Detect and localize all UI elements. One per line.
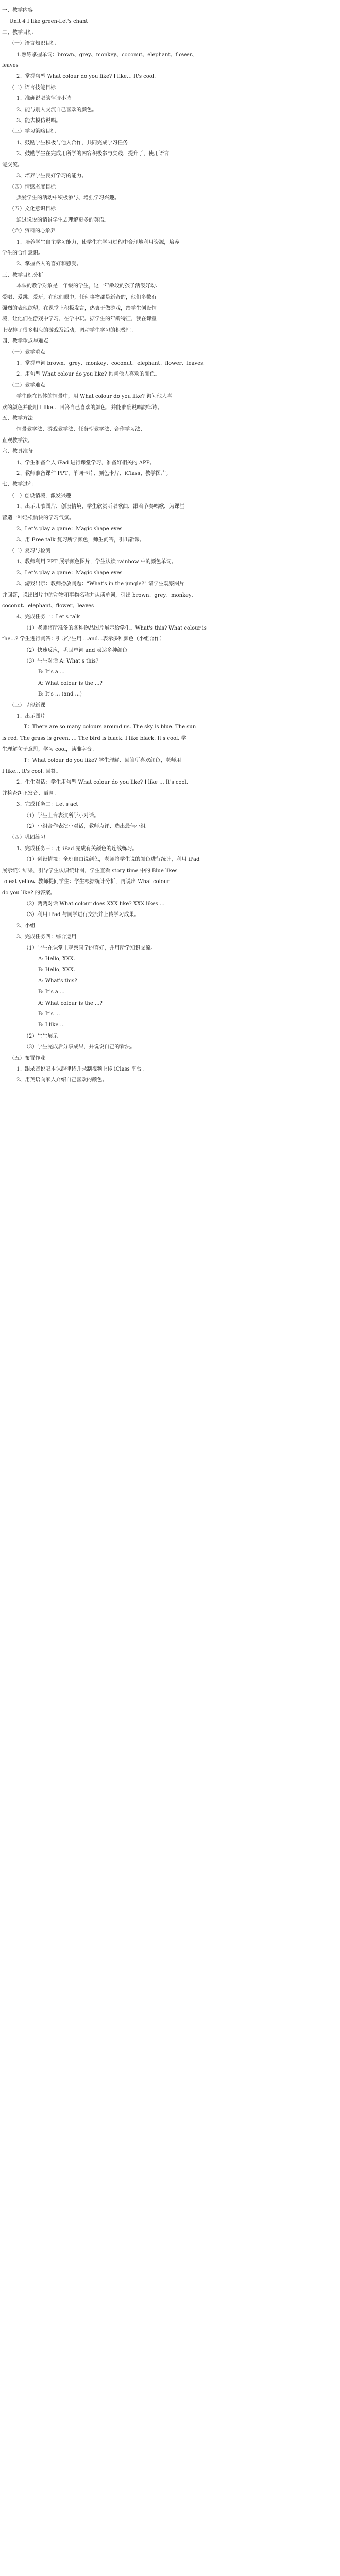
document-line: （一）创设情境，激发兴趣 bbox=[9, 493, 71, 499]
document-line: 学生能在具体的情景中，用 What colour do you like? 询问他人喜 bbox=[16, 394, 173, 400]
document-line: 四、教学重点与难点 bbox=[2, 338, 48, 345]
document-line: （1）学生上台表演所学小对话。 bbox=[24, 812, 99, 819]
document-line: （3）利用 iPad 与同学进行交流并上传学习成果。 bbox=[24, 912, 140, 918]
document-line: （二）复习与检测 bbox=[9, 548, 50, 554]
document-line: （二）教学难点 bbox=[9, 382, 45, 388]
document-line: B: Hello, XXX. bbox=[38, 967, 75, 973]
document-line: B: It's a ... bbox=[38, 669, 65, 675]
document-line: （五）布置作业 bbox=[9, 1055, 45, 1061]
document-line: 六、教具准备 bbox=[2, 449, 33, 455]
document-line: （三）呈现新课 bbox=[9, 702, 45, 708]
document-line: 情景教学法、游戏教学法、任务型教学法、合作学习法、 bbox=[16, 427, 145, 433]
document-line: 3、完成任务四：综合运用 bbox=[16, 934, 77, 940]
document-line: （一）教学重点 bbox=[9, 349, 45, 355]
document-line: （一）语言知识目标 bbox=[9, 41, 56, 47]
document-line: （四）巩固练习 bbox=[9, 835, 45, 841]
document-line: 3、能去模仿说唱。 bbox=[16, 118, 61, 124]
document-line: 1、培养学生自主学习能力，使学生在学习过程中合理地利用资源，培养 bbox=[16, 239, 180, 245]
document-line: （2）生生展示 bbox=[24, 1033, 58, 1039]
document-line: 爱唱、爱跳、爱玩，在他们眼中，任何事物都是新奇的，他们多数有 bbox=[2, 294, 157, 300]
document-line: 4、完成任务一：Let's talk bbox=[16, 614, 80, 620]
document-line: （三）学习策略目标 bbox=[9, 129, 56, 135]
document-line: 1、鼓励学生积极与他人合作，共同完成学习任务 bbox=[16, 140, 128, 146]
document-line: 2、小组 bbox=[16, 923, 36, 929]
document-line: （六）资料的心象养 bbox=[9, 228, 56, 234]
document-line: 能交流。 bbox=[2, 162, 23, 168]
document-line: 1、完成任务三：用 iPad 完成有关颜色的连线练习。 bbox=[16, 845, 138, 852]
document-line: 3、用 Free talk 复习所学颜色，师生问答，引出新课。 bbox=[16, 537, 145, 543]
document-line: 本课的教学对象是一年级的学生，这一年龄段的孩子活泼好动、 bbox=[16, 283, 161, 290]
document-line: 并回答，说出图片中的动物和事物名称并认读单词，引出 brown、grey、monkey、 bbox=[2, 592, 197, 598]
document-line: 生理解句子意思，学习 cool，读准字音。 bbox=[2, 747, 97, 753]
document-line: B: I like ... bbox=[38, 1022, 65, 1028]
document-line: B: It's a ... bbox=[38, 989, 65, 995]
document-line: （五）文化意识目标 bbox=[9, 206, 56, 212]
document-line: A: What colour is the ...? bbox=[38, 1000, 103, 1006]
document-line: A: Hello, XXX. bbox=[38, 956, 75, 962]
document-line: 2、用英语向家人介绍自己喜欢的颜色。 bbox=[16, 1077, 108, 1083]
document-line: 直观教学法。 bbox=[2, 437, 33, 444]
document-line: B: It's ... (and ...) bbox=[38, 691, 82, 698]
document-line: 2、Let's play a game：Magic shape eyes bbox=[16, 526, 123, 532]
document-line: （2）两两对话 What colour does XXX like? XXX likes ... bbox=[24, 901, 165, 907]
document-line: 2、生生对话：学生用句型 What colour do you like? I like ... It's cool. bbox=[16, 779, 188, 786]
document-line: T：What colour do you like? 学生理解、回答所喜欢颜色，老师用 bbox=[24, 757, 181, 764]
document-line: 七、教学过程 bbox=[2, 482, 33, 488]
document-line: T：There are so many colours around us. The sky is blue. The sun bbox=[24, 724, 196, 731]
document-line: 境，让他们在游戏中学习，在学中玩。据学生的年龄特征，我在课堂 bbox=[2, 316, 157, 323]
document-line: 学生的合作意识。 bbox=[2, 250, 43, 256]
document-line: 1.熟练掌握单词：brown、grey、monkey、coconut、elephant、flower、 bbox=[16, 52, 197, 58]
document-line: I like... It's cool. 回答。 bbox=[2, 769, 61, 775]
document-line: 2、鼓励学生在完成用所学的内容积极参与实践，提升了，使用语言 bbox=[16, 151, 169, 157]
document-line: 1、学生准备个人 iPad 进行课堂学习，准备好相关的 APP。 bbox=[16, 460, 155, 466]
document-line: 二、教学目标 bbox=[2, 29, 33, 36]
document-line: 3、完成任务二：Let's act bbox=[16, 802, 78, 808]
document-line: B: It's ... bbox=[38, 1011, 60, 1017]
document-line: the...? 学生进行问答：引导学生用 ...and...表示多种颜色（小组合作） bbox=[2, 636, 165, 642]
document-line: 营造一种轻松愉快的学习气氛。 bbox=[2, 515, 74, 521]
document-line: 三、教学目标分析 bbox=[2, 272, 43, 278]
document-line: 并检查纠正发音、语调。 bbox=[2, 790, 59, 796]
document-line: 1、教师利用 PPT 展示颜色图片，学生认读 rainbow 中的颜色单词。 bbox=[16, 559, 177, 565]
document-line: 2、用句型 What colour do you like? 询问他人喜欢的颜色。 bbox=[16, 371, 160, 378]
document-line: 通过说说的情景学生去理解更多的英语。 bbox=[16, 217, 109, 223]
document-line: A: What's this? bbox=[38, 978, 77, 984]
document-line: do you like? 的答案。 bbox=[2, 890, 56, 896]
document-line: 强烈的表现欲望，在课堂上积极发言，热衷于做游戏，给学生创设情 bbox=[2, 305, 157, 311]
document-line: 3、培养学生良好学习的能力。 bbox=[16, 173, 87, 179]
document-line: 1、掌握单词 brown、grey、monkey、coconut、elephant、flower、leaves。 bbox=[16, 361, 209, 366]
document-line: （3）学生完成后分享成果，并说说自己的看法。 bbox=[24, 1044, 135, 1050]
document-line: to eat yellow. 教师提问学生：学生根据统计分析，再说出 What colour bbox=[2, 879, 170, 885]
document-page bbox=[0, 0, 340, 1086]
document-line: 欢的颜色并能用 I like... 回答自己喜欢的颜色，并能准确说唱韵律诗。 bbox=[2, 404, 163, 411]
document-line: 1、出示图片 bbox=[16, 714, 46, 719]
document-line: 五、教学方法 bbox=[2, 416, 33, 422]
document-line: （1）学生在课堂上观察同学的喜好，并用所学知识交流。 bbox=[24, 945, 156, 951]
document-line: 2、掌握各人的喜好和感受。 bbox=[16, 261, 82, 267]
document-line: （四）情感态度目标 bbox=[9, 184, 56, 190]
document-line: 3、游戏出示：教师播放问题："What's in the jungle?" 请学生观察图片 bbox=[16, 581, 184, 587]
document-line: 一、教学内容 bbox=[2, 8, 33, 13]
document-line: A: What colour is the ...? bbox=[38, 680, 103, 686]
document-line: （二）语言技能目标 bbox=[9, 84, 56, 91]
document-line: （2）小组合作表演小对话，教师点评、选出最佳小组。 bbox=[24, 824, 151, 830]
document-line: leaves bbox=[2, 63, 19, 69]
document-line: 1、跟录音说唱本课韵律诗并录制视频上传 iClass 平台。 bbox=[16, 1066, 147, 1072]
document-line: 2、掌握句型 What colour do you like? I like… It's cool. bbox=[16, 74, 156, 80]
document-line: 热爱学生的活动中积极参与、增强学习兴趣。 bbox=[16, 195, 120, 201]
document-line: 1、准确说唱韵律诗小诗 bbox=[16, 96, 72, 102]
document-line: 展示统计结果，引导学生认识统计图，学生查看 story time 中的 Blue likes bbox=[2, 868, 178, 874]
document-line: 上安排了很多相应的游戏及活动，调动学生学习的积极性。 bbox=[2, 327, 136, 333]
document-line: 2、教师准备课件 PPT、单词卡片、颜色卡片、iClass、教学图片。 bbox=[16, 471, 171, 477]
document-line: （1）老师将所准备的各种物品图片展示给学生。What's this? What colour is bbox=[24, 625, 207, 631]
document-line: （3）生生对话 A: What's this? bbox=[24, 658, 99, 664]
document-line: is red. The grass is green. ... The bird is black. I like black. It's cool. 学 bbox=[2, 735, 186, 741]
document-line: 1、出示儿歌图片，创设情境，学生欣赏听唱歌曲，跟着节奏唱歌，为课堂 bbox=[16, 504, 185, 510]
document-line: coconut、elephant、flower、leaves bbox=[2, 603, 94, 609]
document-line: 2、Let's play a game：Magic shape eyes bbox=[16, 570, 123, 576]
document-line: Unit 4 I like green-Let's chant bbox=[9, 19, 88, 25]
document-line: （1）创设情境：全班自由说颜色，老师将学生说的颜色进行统计，利用 iPad bbox=[24, 857, 200, 863]
document-line: 2、能与别人交流自己喜欢的颜色。 bbox=[16, 107, 97, 113]
document-line: （2）快速反应，巩固单词 and 表达多种颜色 bbox=[24, 647, 128, 653]
